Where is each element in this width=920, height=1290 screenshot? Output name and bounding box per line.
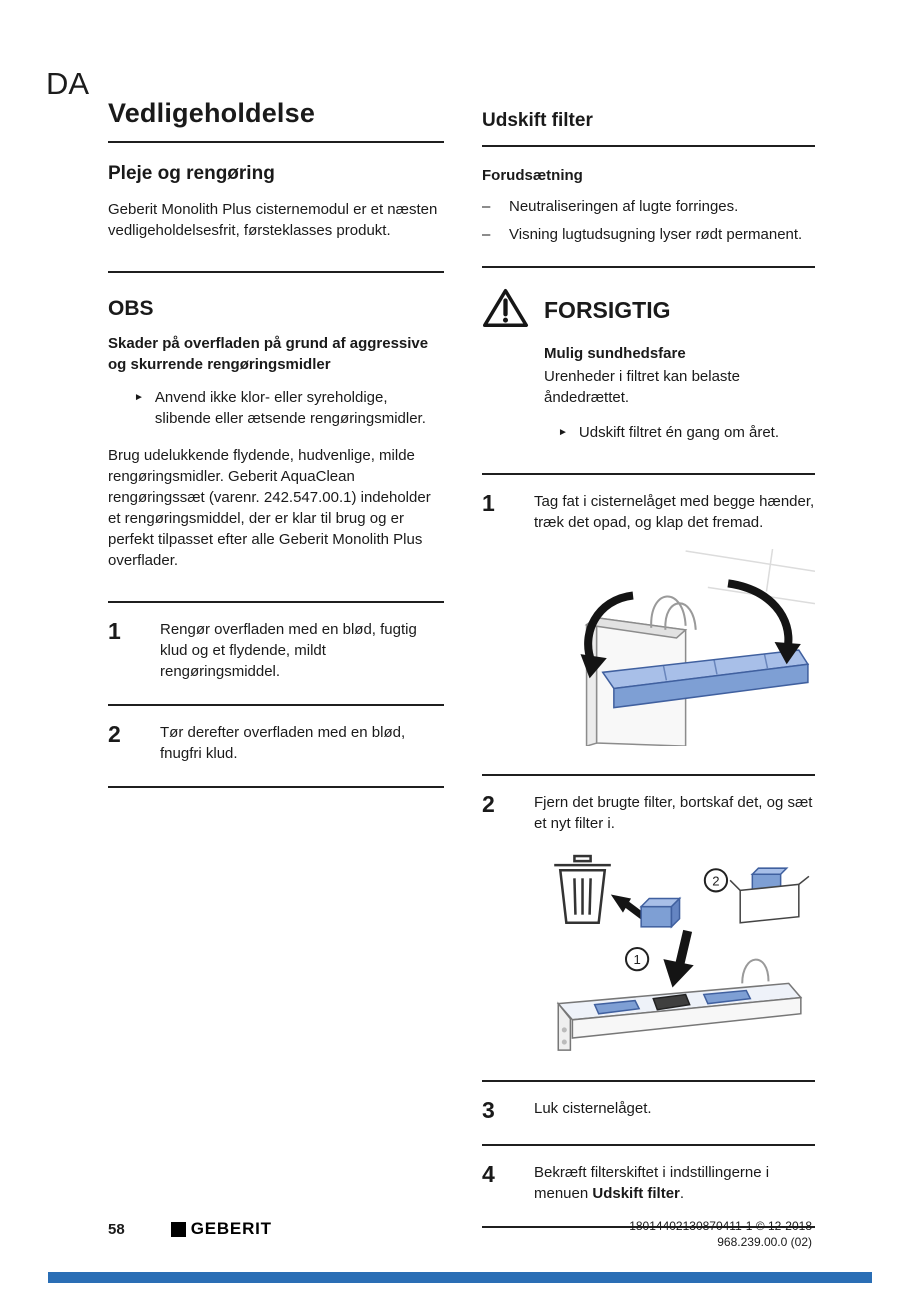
precondition-text: Visning lugtudsugning lyser rødt permanent. <box>509 226 803 243</box>
step-item <box>482 792 815 1058</box>
divider <box>108 704 444 706</box>
step-number: 1 <box>482 490 495 516</box>
page-title: Vedligeholdelse <box>108 98 316 128</box>
figure-open-cistern-lid-wrap <box>534 549 815 746</box>
figure-replace-filter <box>534 850 815 1052</box>
step-text: Tør derefter overfladen med en blød, fnugfri klud. <box>160 724 406 762</box>
discard-arrow-icon <box>611 895 643 917</box>
bullet-text: Anvend ikke klor- eller syreholdige, slibende eller ætsende rengøringsmidler. <box>154 389 426 427</box>
divider <box>482 473 815 475</box>
bullet-text: Udskift filtret én gang om året. <box>578 424 779 441</box>
trash-icon <box>554 856 611 923</box>
page-footer <box>108 1218 812 1250</box>
logo-text: GEBERIT <box>190 1219 272 1238</box>
bullet-item <box>544 422 815 443</box>
warning-triangle-icon <box>482 286 529 335</box>
page-number: 58 <box>108 1221 125 1238</box>
divider <box>482 1080 815 1082</box>
caution-body-text: Urenheder i filtret kan belaste åndedrættet. <box>544 368 740 406</box>
precondition-heading: Forudsætning <box>482 167 583 184</box>
language-code: DA <box>46 66 90 101</box>
step-item <box>482 1162 815 1204</box>
step-text-suffix: . <box>679 1185 685 1203</box>
tile-background-lines <box>686 549 815 604</box>
figure-open-cistern-lid <box>534 549 815 746</box>
step-text: Tag fat i cisternelåget med begge hænder, træk det opad, og klap det fremad. <box>534 493 815 531</box>
step-text-block <box>534 491 815 752</box>
step-number: 2 <box>482 791 495 818</box>
svg-text:2: 2 <box>712 873 720 889</box>
used-filter-cube <box>641 899 679 927</box>
step-number: 2 <box>108 721 121 747</box>
caution-subtitle: Mulig sundhedsfare <box>544 345 686 362</box>
step-text: Luk cisternelåget. <box>534 1100 652 1118</box>
step-number: 4 <box>482 1161 495 1188</box>
right-column <box>482 98 815 1242</box>
divider <box>108 786 444 788</box>
bullet-arrow-icon: ► <box>134 392 144 403</box>
divider <box>108 271 444 273</box>
caution-block <box>482 286 815 449</box>
divider <box>482 1144 815 1146</box>
step-text-prefix: Bekræft filterskiftet i indstillingerne i menuen <box>534 1164 770 1203</box>
step-marker-1 <box>626 948 648 970</box>
step-item <box>482 1098 815 1122</box>
precondition-text: Neutraliseringen af lugte forringes. <box>509 198 739 215</box>
notice-heading: OBS <box>108 297 154 320</box>
geberit-logo <box>171 1218 272 1239</box>
divider <box>108 141 444 143</box>
step-marker-2 <box>705 869 727 891</box>
section-heading-care: Pleje og rengøring <box>108 163 275 184</box>
rotation-arrow-right-icon <box>728 583 801 664</box>
precondition-item <box>482 224 815 245</box>
logo-square-icon <box>171 1222 186 1237</box>
notice-warning-text: Skader på overfladen på grund af aggressive og skurrende rengøringsmidler <box>108 335 429 373</box>
page-content <box>108 98 815 1242</box>
left-column <box>108 98 444 1242</box>
document-code-line2: 968.239.00.0 (02) <box>717 1235 812 1249</box>
section-heading-filter: Udskift filter <box>482 110 593 131</box>
step-number: 1 <box>108 618 121 644</box>
divider <box>482 145 815 147</box>
bullet-arrow-icon: ► <box>558 427 568 438</box>
notice-body-text: Brug udelukkende flydende, hudvenlige, milde rengøringsmidler. Geberit AquaClean rengøringssæt (varenr. 242.547.00.1) indeholder et rengøringsmiddel, der er klar til brug og er perfekt tilpasset efter alle Geberit Monolith Plus overflader. <box>108 447 431 569</box>
step-item <box>482 491 815 752</box>
step-text <box>534 1162 815 1204</box>
bullet-item <box>108 387 444 429</box>
caution-content <box>482 343 815 443</box>
dash-marker: – <box>482 198 491 215</box>
caution-header <box>482 286 815 335</box>
divider <box>482 774 815 776</box>
hose-loops <box>651 596 696 629</box>
step-text: Fjern det brugte filter, bortskaf det, og sæt et nyt filter i. <box>534 794 813 833</box>
care-body-text: Geberit Monolith Plus cisternemodul er et næsten vedligeholdelsesfrit, førsteklasses produkt. <box>108 201 438 239</box>
figure-replace-filter-wrap <box>534 850 815 1052</box>
insert-arrow-down-icon <box>663 931 693 988</box>
divider <box>108 601 444 603</box>
document-codes <box>629 1218 812 1250</box>
step-item <box>108 619 444 682</box>
precondition-item <box>482 196 815 217</box>
step-text-block <box>534 792 815 1058</box>
svg-text:1: 1 <box>633 952 641 968</box>
divider <box>482 266 815 268</box>
step-item <box>108 722 444 764</box>
footer-blue-bar <box>48 1272 872 1283</box>
document-code-line1: 18014402130870411-1 © 12-2018 <box>629 1219 812 1233</box>
menu-name-bold: Udskift filter <box>592 1185 680 1203</box>
caution-title: FORSIGTIG <box>544 297 671 323</box>
new-filter-package <box>730 868 809 923</box>
step-text: Rengør overfladen med en blød, fugtig klud og et flydende, mildt rengøringsmiddel. <box>160 621 417 680</box>
dash-marker: – <box>482 226 491 243</box>
step-number: 3 <box>482 1097 495 1124</box>
